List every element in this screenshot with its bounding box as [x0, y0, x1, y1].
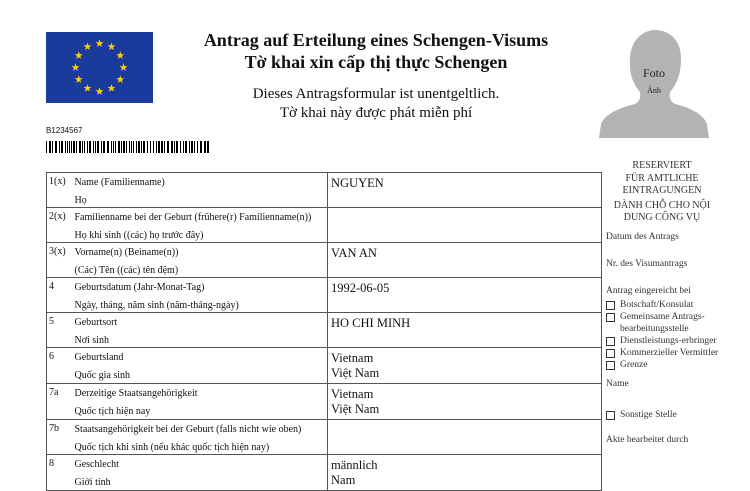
field-number: 3(x) — [47, 243, 73, 278]
checkbox-other-office[interactable] — [606, 409, 750, 421]
field-value-line: Việt Nam — [331, 366, 380, 380]
person-silhouette-icon — [599, 28, 709, 138]
checkbox-label: Kommerzieller Vermittler — [620, 347, 719, 358]
barcode-number: B1234567 — [46, 126, 83, 135]
field-value-line: Nam — [331, 473, 356, 487]
eu-star-icon — [84, 43, 92, 51]
field-number: 7a — [47, 384, 73, 420]
field-label-german: Geburtsort — [74, 317, 118, 328]
application-date-label: Datum des Antrags — [606, 231, 679, 242]
eu-star-icon — [116, 75, 124, 83]
checkbox-icon[interactable] — [606, 361, 615, 370]
eu-star-icon — [108, 84, 116, 92]
field-row-surname — [47, 173, 602, 208]
photo-label-vietnamese: Ảnh — [647, 86, 661, 95]
eu-star-icon — [116, 51, 124, 59]
checkbox-border[interactable] — [606, 359, 750, 371]
field-label-german: Geburtsland — [74, 352, 124, 363]
checkbox-icon[interactable] — [606, 301, 615, 310]
field-value-sex[interactable] — [328, 455, 602, 491]
checkbox-label: Sonstige Stelle — [620, 409, 677, 420]
field-value-line: Vietnam — [331, 387, 374, 401]
eu-flag — [46, 32, 153, 103]
checkbox-label: Dienstleistungs-erbringer — [620, 335, 717, 346]
field-label-german: Vorname(n) (Beiname(n)) — [74, 247, 179, 258]
field-label-german: Familienname bei der Geburt (frühere(r) Familienname(n)) — [74, 212, 312, 223]
title-vietnamese: Tờ khai xin cấp thị thực Schengen — [244, 52, 508, 72]
field-number: 5 — [47, 313, 73, 348]
field-label-vietnamese: Giới tính — [74, 477, 111, 488]
eu-star-icon — [96, 39, 104, 47]
field-number: 2(x) — [47, 208, 73, 243]
field-value-line: männlich — [331, 458, 378, 472]
field-value-nationality-at-birth[interactable] — [328, 420, 602, 455]
field-value-place-of-birth[interactable] — [328, 313, 602, 348]
field-value-country-of-birth[interactable] — [328, 348, 602, 384]
field-number: 1(x) — [47, 173, 73, 208]
free-notice-vietnamese: Tờ khai này được phát miễn phí — [279, 105, 473, 121]
field-label-vietnamese: Nơi sinh — [74, 335, 109, 346]
photo-placeholder — [599, 28, 709, 138]
field-row-nationality-at-birth — [47, 420, 602, 455]
field-row-current-nationality — [47, 384, 602, 420]
field-label-vietnamese: Họ — [74, 195, 87, 206]
field-row-place-of-birth — [47, 313, 602, 348]
checkbox-icon[interactable] — [606, 313, 615, 322]
checkbox-icon[interactable] — [606, 411, 615, 420]
field-value-line: HO CHI MINH — [331, 316, 411, 330]
field-row-birth-surname — [47, 208, 602, 243]
eu-star-icon — [72, 63, 80, 71]
eu-star-icon — [96, 87, 104, 95]
reserved-line: RESERVIERT — [632, 160, 692, 171]
checkbox-service-provider[interactable] — [606, 335, 750, 347]
applicant-fields-table — [46, 172, 602, 491]
free-notice-german: Dieses Antragsformular ist unentgeltlich. — [252, 86, 500, 102]
field-row-country-of-birth — [47, 348, 602, 384]
checkbox-commercial-intermediary[interactable] — [606, 347, 750, 359]
field-value-birth-surname[interactable] — [328, 208, 602, 243]
field-label-german: Derzeitige Staatsangehörigkeit — [74, 388, 198, 399]
reserved-line: FÜR AMTLICHE — [625, 172, 699, 184]
photo-label: Foto — [642, 66, 665, 80]
checkbox-icon[interactable] — [606, 349, 615, 358]
field-value-line: Vietnam — [331, 351, 374, 365]
visa-application-number-label: Nr. des Visumantrags — [606, 258, 688, 269]
barcode-icon — [46, 141, 210, 153]
eu-star-icon — [120, 63, 128, 71]
name-label: Name — [606, 378, 629, 389]
field-label-vietnamese: Họ khi sinh ((các) họ trước đây) — [74, 230, 204, 241]
field-label-german: Geschlecht — [74, 459, 119, 470]
processed-by-label: Akte bearbeitet durch — [606, 434, 689, 445]
checkbox-label: Grenze — [620, 359, 648, 370]
field-value-current-nationality[interactable] — [328, 384, 602, 420]
field-label-vietnamese: Quốc tịch hiện nay — [74, 406, 151, 417]
field-row-sex — [47, 455, 602, 491]
reserved-line-vietnamese: DUNG CÔNG VỤ — [623, 212, 701, 223]
field-value-line: VAN AN — [331, 246, 377, 260]
checkbox-label: Gemeinsame Antrags-bearbeitungsstelle — [620, 311, 705, 334]
field-number: 8 — [47, 455, 73, 491]
barcode — [46, 141, 210, 153]
eu-star-icon — [75, 75, 83, 83]
eu-star-icon — [75, 51, 83, 59]
field-value-surname[interactable] — [328, 173, 602, 208]
field-label-german: Name (Familienname) — [74, 177, 165, 188]
reserved-heading — [606, 160, 718, 225]
eu-star-icon — [108, 43, 116, 51]
field-value-first-names[interactable] — [328, 243, 602, 278]
field-value-line: Việt Nam — [331, 402, 380, 416]
field-label-vietnamese: Quốc tịch khi sinh (nếu khác quốc tịch hiện nay) — [74, 442, 270, 453]
field-label-vietnamese: Ngày, tháng, năm sinh (năm-tháng-ngày) — [74, 300, 239, 311]
field-label-german: Staatsangehörigkeit bei der Geburt (falls nicht wie oben) — [74, 424, 302, 435]
checkbox-icon[interactable] — [606, 337, 615, 346]
field-value-line: NGUYEN — [331, 176, 384, 190]
field-row-date-of-birth — [47, 278, 602, 313]
checkbox-label: Botschaft/Konsulat — [620, 299, 694, 310]
field-value-line: 1992-06-05 — [331, 281, 390, 295]
submitted-at-label: Antrag eingereicht bei — [606, 285, 691, 296]
field-number: 6 — [47, 348, 73, 384]
eu-flag-stars — [46, 32, 153, 103]
field-label-vietnamese: (Các) Tên ((các) tên đệm) — [74, 265, 179, 276]
checkbox-embassy-consulate[interactable] — [606, 299, 750, 311]
form-header — [170, 29, 582, 123]
official-use-panel — [606, 160, 750, 445]
field-row-first-names — [47, 243, 602, 278]
field-number: 4 — [47, 278, 73, 313]
eu-star-icon — [84, 84, 92, 92]
field-label-german: Geburtsdatum (Jahr-Monat-Tag) — [74, 282, 205, 293]
checkbox-common-application-centre[interactable] — [606, 311, 750, 335]
field-number: 7b — [47, 420, 73, 455]
field-label-vietnamese: Quốc gia sinh — [74, 370, 131, 381]
reserved-line-vietnamese: DÀNH CHỖ CHO NỘI — [613, 199, 711, 211]
title-german: Antrag auf Erteilung eines Schengen-Visums — [203, 30, 549, 50]
reserved-line: EINTRAGUNGEN — [622, 185, 702, 196]
field-value-date-of-birth[interactable] — [328, 278, 602, 313]
